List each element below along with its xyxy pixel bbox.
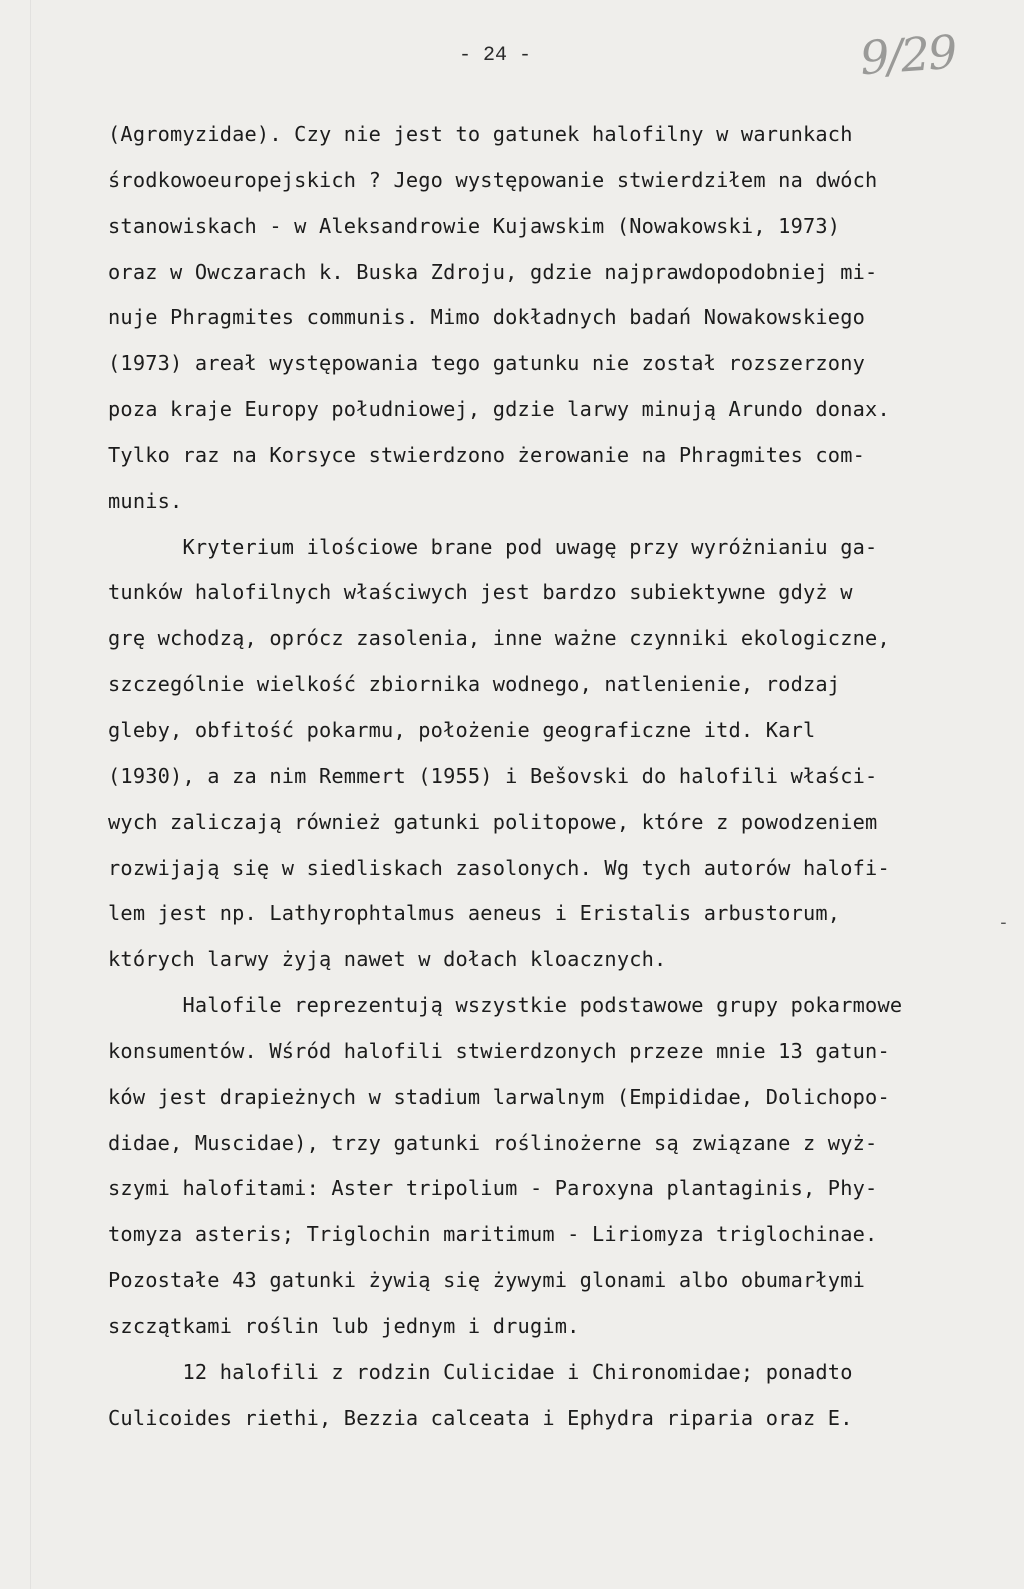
text-line: (Agromyzidae). Czy nie jest to gatunek halofilny w warunkach <box>108 122 853 146</box>
text-line: Halofile reprezentują wszystkie podstawowe grupy pokarmowe <box>108 993 903 1018</box>
text-line: lem jest np. Lathyrophtalmus aeneus i Eristalis arbustorum, <box>108 901 841 926</box>
text-line: ków jest drapieżnych w stadium larwalnym (Empididae, Dolichopo- <box>108 1084 890 1109</box>
text-line: stanowiskach - w Aleksandrowie Kujawskim (Nowakowski, 1973) <box>108 213 841 238</box>
text-line: szymi halofitami: Aster tripolium - Paroxyna plantaginis, Phy- <box>108 1176 878 1201</box>
text-line: tomyza asteris; Triglochin maritimum - Liriomyza triglochinae. <box>108 1222 878 1247</box>
page-fold-shadow <box>30 0 31 1589</box>
text-line: tunków halofilnych właściwych jest bardzo subiektywne gdyż w <box>108 580 853 605</box>
text-line: munis. <box>108 488 183 513</box>
text-line: oraz w Owczarach k. Buska Zdroju, gdzie najprawdopodobniej mi- <box>108 259 878 284</box>
text-line: nuje Phragmites communis. Mimo dokładnych badań Nowakowskiego <box>108 305 866 330</box>
body-text <box>108 112 988 1441</box>
text-line: konsumentów. Wśród halofili stwierdzonych przeze mnie 13 gatun- <box>108 1038 890 1063</box>
page-number: - 24 - <box>458 44 531 67</box>
text-line: których larwy żyją nawet w dołach kloacznych. <box>108 947 667 972</box>
text-line: poza kraje Europy południowej, gdzie larwy minują Arundo donax. <box>108 397 890 422</box>
margin-mark: - <box>998 912 1009 933</box>
text-line: wych zaliczają również gatunki politopowe, które z powodzeniem <box>108 809 878 834</box>
text-line: grę wchodzą, oprócz zasolenia, inne ważne czynniki ekologiczne, <box>108 626 890 651</box>
text-line: rozwijają się w siedliskach zasolonych. Wg tych autorów halofi- <box>108 855 890 880</box>
text-line: Kryterium ilościowe brane pod uwagę przy wyróżnianiu ga- <box>108 534 878 559</box>
text-line: (1930), a za nim Remmert (1955) i Bešovski do halofili właści- <box>108 763 878 788</box>
text-line: szczególnie wielkość zbiornika wodnego, natlenienie, rodzaj <box>108 672 841 697</box>
text-line: Pozostałe 43 gatunki żywią się żywymi glonami albo obumarłymi <box>108 1268 866 1293</box>
text-line: gleby, obfitość pokarmu, położenie geograficzne itd. Karl <box>108 717 816 742</box>
text-line: Tylko raz na Korsyce stwierdzono żerowanie na Phragmites com- <box>108 442 866 467</box>
text-line: środkowoeuropejskich ? Jego występowanie stwierdziłem na dwóch <box>108 167 878 192</box>
text-line: Culicoides riethi, Bezzia calceata i Ephydra riparia oraz E. <box>108 1405 853 1430</box>
handwritten-note: 9/29 <box>858 24 958 86</box>
text-line: szczątkami roślin lub jednym i drugim. <box>108 1313 580 1338</box>
text-line: (1973) areał występowania tego gatunku nie został rozszerzony <box>108 351 866 376</box>
text-line: 12 halofili z rodzin Culicidae i Chironomidae; ponadto <box>108 1359 853 1384</box>
text-line: didae, Muscidae), trzy gatunki roślinożerne są związane z wyż- <box>108 1130 878 1155</box>
